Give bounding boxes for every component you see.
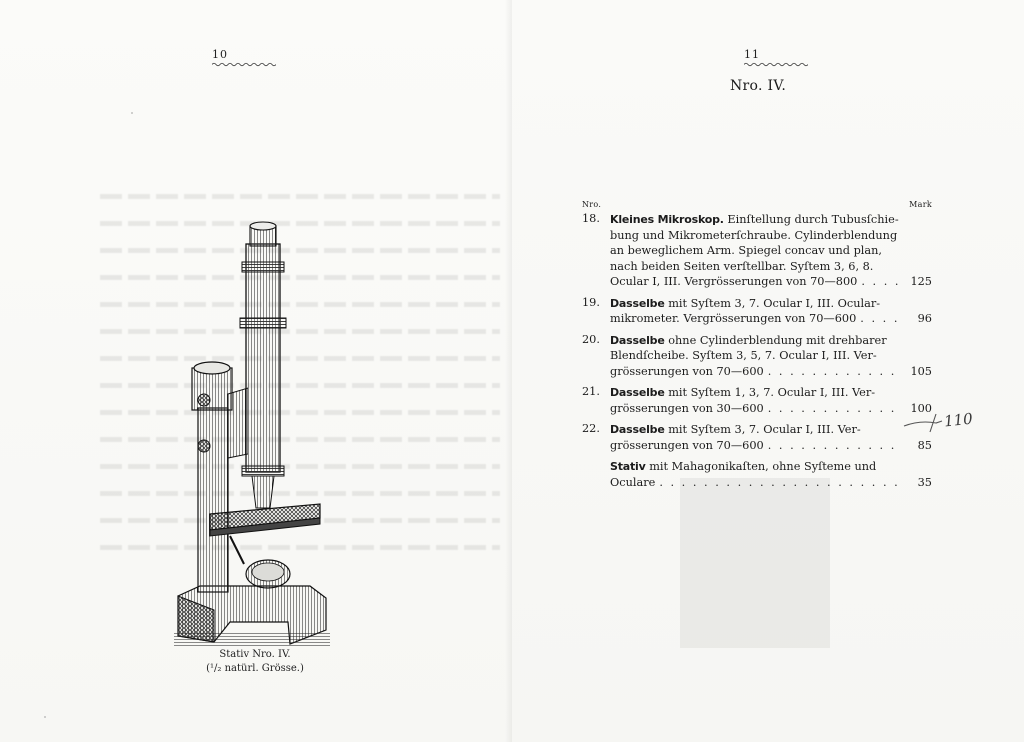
dot-leader <box>764 401 902 417</box>
column-number-label: Nro. <box>582 200 602 209</box>
wavy-rule-decoration <box>744 62 808 67</box>
price-list-header <box>582 198 932 212</box>
entry-line-text <box>610 475 655 491</box>
entry-line-text <box>610 333 887 349</box>
entry-line <box>610 475 932 491</box>
section-title: Nro. IV. <box>730 78 787 94</box>
entry-line-text <box>610 259 873 275</box>
entry-description: Ocular I, III. Vergrösserungen von 70—800 <box>610 275 858 288</box>
entry-description: mikrometer. Vergrösserungen von 70—600 <box>610 312 857 325</box>
entry-line-text <box>610 296 880 312</box>
entry-line <box>610 348 902 364</box>
entry-description: nach beiden Seiten verſtellbar. Syſtem 3, 6, 8. <box>610 259 874 273</box>
entry-number: 22. <box>582 422 600 435</box>
price-entry <box>582 296 932 327</box>
entry-description: grösserungen von 70—600 <box>610 364 764 378</box>
entry-description: mit Syſtem 1, 3, 7. Ocular I, III. Ver- <box>664 386 876 399</box>
entry-line-text <box>610 385 875 401</box>
entry-line-text <box>610 212 899 228</box>
dot-leader <box>856 311 902 327</box>
handwritten-price-note: 110 <box>943 409 974 431</box>
entry-description: mit Syſtem 3, 7. Ocular I, III. Ocular- <box>664 296 881 310</box>
entry-line <box>610 364 932 380</box>
entry-line-text <box>610 274 857 290</box>
paper-speck <box>131 112 133 114</box>
entry-line <box>610 385 902 401</box>
entry-description: grösserungen von 30—600 <box>610 401 764 415</box>
product-name: Dasselbe <box>610 296 665 310</box>
entry-line <box>610 438 932 454</box>
entry-number: 20. <box>582 332 600 346</box>
entry-price: 105 <box>910 364 932 378</box>
dot-leader <box>764 438 902 454</box>
entry-line-text <box>610 228 897 244</box>
entry-line <box>610 333 902 349</box>
entry-price: 96 <box>917 312 932 325</box>
entry-line <box>610 422 902 438</box>
bleed-through-image <box>680 478 830 648</box>
entry-price: 100 <box>910 401 932 415</box>
price-entry <box>582 212 932 290</box>
microscope-illustration <box>170 218 340 650</box>
price-entry <box>582 385 932 416</box>
entry-description: Oculare <box>610 475 656 489</box>
entry-line <box>610 259 902 275</box>
entry-line-text <box>610 311 856 327</box>
column-mark-label: Mark <box>909 200 932 209</box>
entry-line-text <box>610 422 861 438</box>
entry-price: 85 <box>917 438 932 452</box>
entry-line-text <box>610 438 764 454</box>
dot-leader <box>655 475 902 491</box>
price-entry <box>582 459 932 490</box>
entry-description: Blendſcheibe. Syſtem 3, 5, 7. Ocular I, III. Ver- <box>610 349 877 362</box>
right-page-number-text: 11 <box>744 48 760 61</box>
entry-price: 125 <box>910 275 932 288</box>
entry-description: Einſtellung durch Tubusſchie- <box>723 213 899 226</box>
caption-line-1: Stativ Nro. IV. <box>219 649 291 660</box>
caption-line-2: (¹/₂ natürl. Grösse.) <box>206 663 304 674</box>
pencil-strikethrough-mark <box>902 410 982 436</box>
entry-number: 21. <box>582 385 600 398</box>
entry-line <box>610 212 902 228</box>
entry-line-text <box>610 364 764 380</box>
entry-number: 19. <box>582 295 600 309</box>
entry-line <box>610 311 932 327</box>
right-page-number <box>744 48 808 67</box>
illustration-caption <box>170 648 340 676</box>
entry-description: ohne Cylinderblendung mit drehbarer <box>664 333 887 347</box>
entry-description: bung und Mikrometerſchraube. Cylinderblendung <box>610 228 898 242</box>
product-name: Dasselbe <box>610 423 665 436</box>
entry-description: mit Syſtem 3, 7. Ocular I, III. Ver- <box>664 423 861 436</box>
entry-line-text <box>610 243 882 259</box>
entry-line <box>610 401 932 417</box>
price-entry <box>582 422 932 453</box>
price-list <box>582 198 932 496</box>
entry-line <box>610 459 902 475</box>
entry-number: 18. <box>582 212 600 225</box>
entry-line <box>610 243 902 259</box>
product-name: Stativ <box>610 460 646 473</box>
entry-description: an beweglichem Arm. Spiegel concav und plan, <box>610 244 883 257</box>
entry-description: mit Mahagonikaſten, ohne Syſteme und <box>645 460 877 473</box>
entry-description: grösserungen von 70—600 <box>610 438 764 452</box>
wavy-rule-decoration <box>212 62 276 67</box>
left-page-number <box>212 48 276 67</box>
entry-line-text <box>610 348 877 364</box>
entry-line <box>610 274 932 290</box>
price-list-entries <box>582 212 932 490</box>
product-name: Dasselbe <box>610 333 665 347</box>
price-entry <box>582 333 932 380</box>
left-page-number-text: 10 <box>212 48 228 61</box>
entry-line-text <box>610 401 764 417</box>
product-name: Kleines Mikroskop. <box>610 213 724 226</box>
product-name: Dasselbe <box>610 386 665 399</box>
entry-price: 35 <box>917 475 932 489</box>
entry-line <box>610 296 902 312</box>
dot-leader <box>764 364 902 380</box>
entry-line-text <box>610 459 876 475</box>
dot-leader <box>857 274 902 290</box>
entry-line <box>610 228 902 244</box>
paper-speck <box>44 716 46 718</box>
